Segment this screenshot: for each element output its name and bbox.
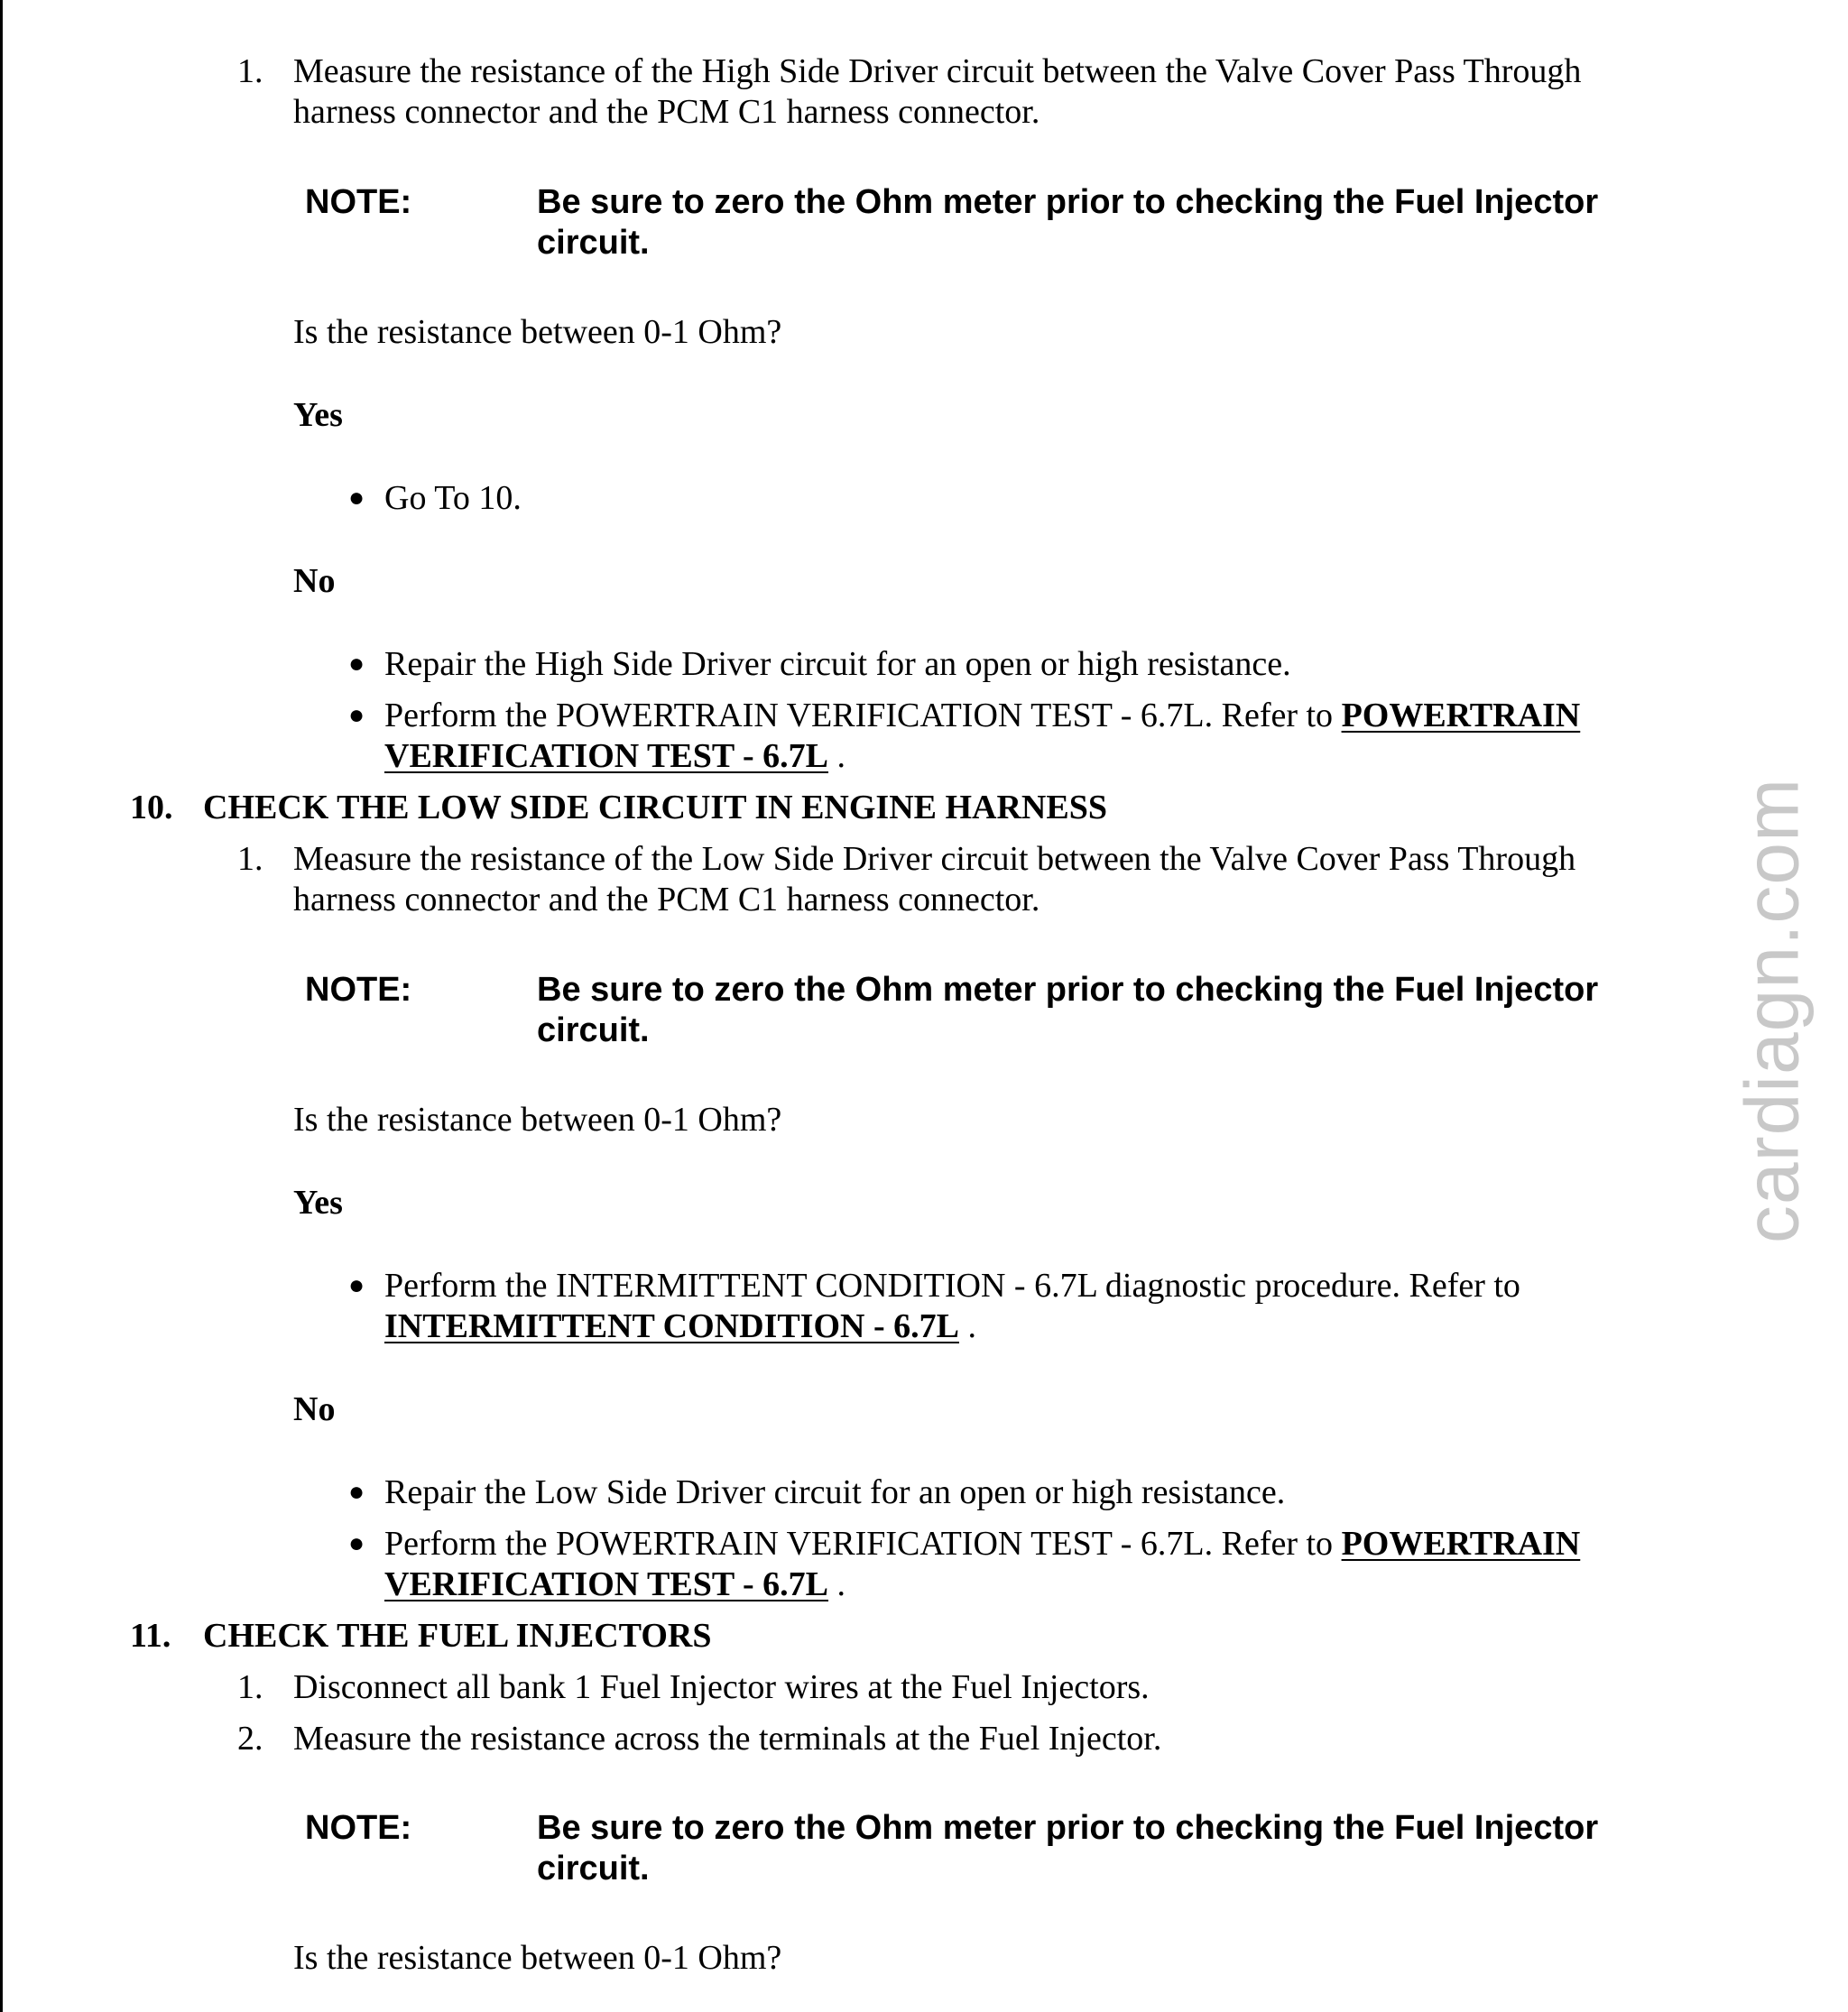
no-item: Perform the POWERTRAIN VERIFICATION TEST - 6.7L. Refer to POWERTRAIN xyxy=(384,697,1581,734)
note-text-line: circuit. xyxy=(537,1850,650,1887)
yes-item-continuation: INTERMITTENT CONDITION - 6.7L . xyxy=(384,1307,976,1345)
bullet-icon: ● xyxy=(348,1528,365,1558)
note-label: NOTE: xyxy=(305,971,412,1009)
yes-label: Yes xyxy=(293,396,343,434)
no-label: No xyxy=(293,562,336,600)
step-number: 2. xyxy=(237,1720,263,1758)
yes-item: Perform the INTERMITTENT CONDITION - 6.7L diagnostic procedure. Refer to xyxy=(384,1267,1520,1305)
bullet-icon: ● xyxy=(348,1477,365,1507)
no-item-continuation: VERIFICATION TEST - 6.7L . xyxy=(384,1565,846,1603)
no-label: No xyxy=(293,1390,336,1428)
bullet-icon: ● xyxy=(348,1270,365,1300)
bullet-icon: ● xyxy=(348,483,365,512)
note-label: NOTE: xyxy=(305,183,412,221)
page-left-border xyxy=(0,0,3,2012)
section-number: 10. xyxy=(130,789,173,826)
step-number: 1. xyxy=(237,840,263,878)
powertrain-verification-link[interactable]: VERIFICATION TEST - 6.7L xyxy=(384,1565,829,1603)
watermark: cardiagn.com xyxy=(1729,777,1815,1244)
step-text: Measure the resistance across the terminals at the Fuel Injector. xyxy=(293,1720,1162,1758)
question-text: Is the resistance between 0-1 Ohm? xyxy=(293,313,782,351)
bullet-icon: ● xyxy=(348,700,365,730)
step-number: 1. xyxy=(237,52,263,90)
powertrain-verification-link[interactable]: VERIFICATION TEST - 6.7L xyxy=(384,737,829,775)
step-text-line: Measure the resistance of the High Side Driver circuit between the Valve Cover Pass Through xyxy=(293,52,1582,90)
yes-label: Yes xyxy=(293,1184,343,1222)
step-text-line: Measure the resistance of the Low Side Driver circuit between the Valve Cover Pass Through xyxy=(293,840,1576,878)
step-text: Disconnect all bank 1 Fuel Injector wires at the Fuel Injectors. xyxy=(293,1668,1150,1706)
powertrain-verification-link[interactable]: POWERTRAIN xyxy=(1341,1525,1581,1563)
note-label: NOTE: xyxy=(305,1809,412,1847)
note-text-line: Be sure to zero the Ohm meter prior to checking the Fuel Injector xyxy=(537,1809,1599,1847)
no-item: Repair the High Side Driver circuit for an open or high resistance. xyxy=(384,645,1291,683)
intermittent-condition-link[interactable]: INTERMITTENT CONDITION - 6.7L xyxy=(384,1307,959,1345)
note-text-line: circuit. xyxy=(537,224,650,262)
section-number: 11. xyxy=(130,1617,171,1655)
step-number: 1. xyxy=(237,1668,263,1706)
powertrain-verification-link[interactable]: POWERTRAIN xyxy=(1341,697,1581,734)
bullet-icon: ● xyxy=(348,649,365,678)
step-text-line: harness connector and the PCM C1 harness connector. xyxy=(293,93,1040,131)
no-item-continuation: VERIFICATION TEST - 6.7L . xyxy=(384,737,846,775)
question-text: Is the resistance between 0-1 Ohm? xyxy=(293,1939,782,1977)
no-item: Perform the POWERTRAIN VERIFICATION TEST - 6.7L. Refer to POWERTRAIN xyxy=(384,1525,1581,1563)
step-text-line: harness connector and the PCM C1 harness connector. xyxy=(293,881,1040,918)
no-item: Repair the Low Side Driver circuit for an open or high resistance. xyxy=(384,1473,1286,1511)
section-title: CHECK THE FUEL INJECTORS xyxy=(203,1617,712,1655)
note-text-line: Be sure to zero the Ohm meter prior to checking the Fuel Injector xyxy=(537,183,1599,221)
note-text-line: circuit. xyxy=(537,1011,650,1049)
section-title: CHECK THE LOW SIDE CIRCUIT IN ENGINE HARNESS xyxy=(203,789,1107,826)
note-text-line: Be sure to zero the Ohm meter prior to checking the Fuel Injector xyxy=(537,971,1599,1009)
question-text: Is the resistance between 0-1 Ohm? xyxy=(293,1101,782,1139)
yes-item: Go To 10. xyxy=(384,479,522,517)
